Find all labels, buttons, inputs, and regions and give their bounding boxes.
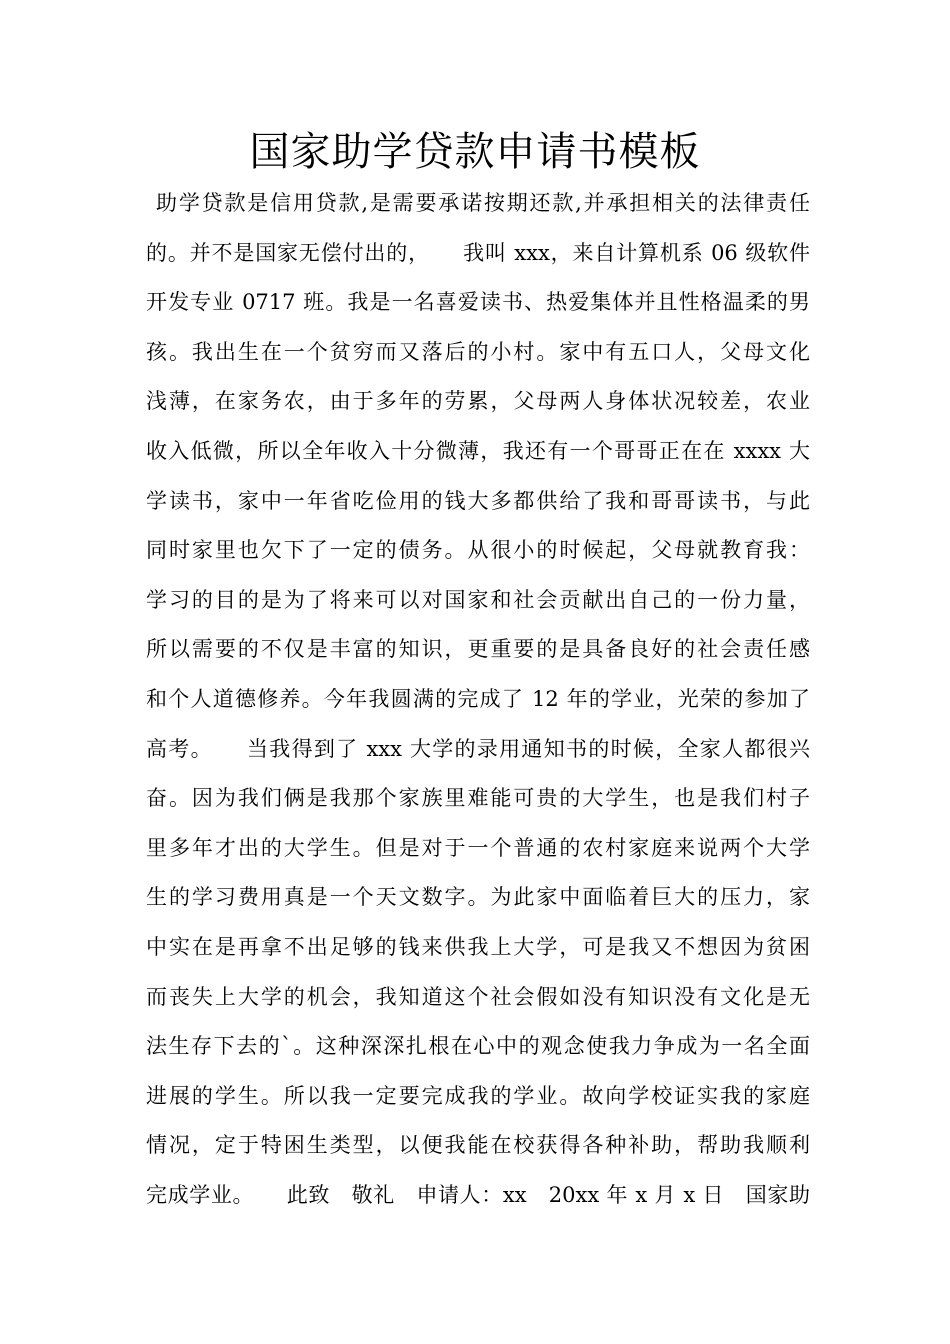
- body-line: 开发专业 0717 班。我是一名喜爱读书、热爱集体并且性格温柔的男: [146, 290, 810, 315]
- body-line: 高考。 当我得到了 xxx 大学的录用通知书的时候，全家人都很兴: [146, 736, 810, 761]
- body-line: 而丧失上大学的机会，我知道这个社会假如没有知识没有文化是无: [146, 984, 810, 1009]
- body-line: 学习的目的是为了将来可以对国家和社会贡献出自己的一份力量，: [146, 587, 810, 612]
- body-line: 法生存下去的`。这种深深扎根在心中的观念使我力争成为一名全面: [146, 1034, 810, 1059]
- body-line: 收入低微，所以全年收入十分微薄，我还有一个哥哥正在在 xxxx 大: [146, 438, 810, 463]
- body-line: 情况，定于特困生类型，以便我能在校获得各种补助，帮助我顺利: [146, 1133, 810, 1158]
- body-line: 的。并不是国家无偿付出的， 我叫 xxx，来自计算机系 06 级软件: [146, 240, 810, 265]
- body-line: 学读书，家中一年省吃俭用的钱大多都供给了我和哥哥读书，与此: [146, 488, 810, 513]
- document-body: [146, 179, 810, 1220]
- body-line: 完成学业。 此致 敬礼 申请人：xx 20xx 年 x 月 x 日 国家助: [146, 1182, 810, 1207]
- body-line: 生的学习费用真是一个天文数字。为此家中面临着巨大的压力，家: [146, 885, 810, 910]
- body-line: 同时家里也欠下了一定的债务。从很小的时候起，父母就教育我：: [146, 538, 810, 563]
- body-line: 助学贷款是信用贷款,是需要承诺按期还款,并承担相关的法律责任: [156, 191, 810, 215]
- body-line: 里多年才出的大学生。但是对于一个普通的农村家庭来说两个大学: [146, 835, 810, 860]
- body-line: 奋。因为我们俩是我那个家族里难能可贵的大学生，也是我们村子: [146, 786, 810, 811]
- body-line: 和个人道德修养。今年我圆满的完成了 12 年的学业，光荣的参加了: [146, 686, 810, 711]
- document-title: 国家助学贷款申请书模板: [249, 129, 701, 175]
- body-line: 孩。我出生在一个贫穷而又落后的小村。家中有五口人，父母文化: [146, 339, 810, 364]
- body-line: 浅薄，在家务农，由于多年的劳累，父母两人身体状况较差，农业: [146, 389, 810, 414]
- body-line: 中实在是再拿不出足够的钱来供我上大学，可是我又不想因为贫困: [146, 934, 810, 959]
- body-line: 进展的学生。所以我一定要完成我的学业。故向学校证实我的家庭: [146, 1083, 810, 1108]
- body-line: 所以需要的不仅是丰富的知识，更重要的是具备良好的社会责任感: [146, 637, 810, 662]
